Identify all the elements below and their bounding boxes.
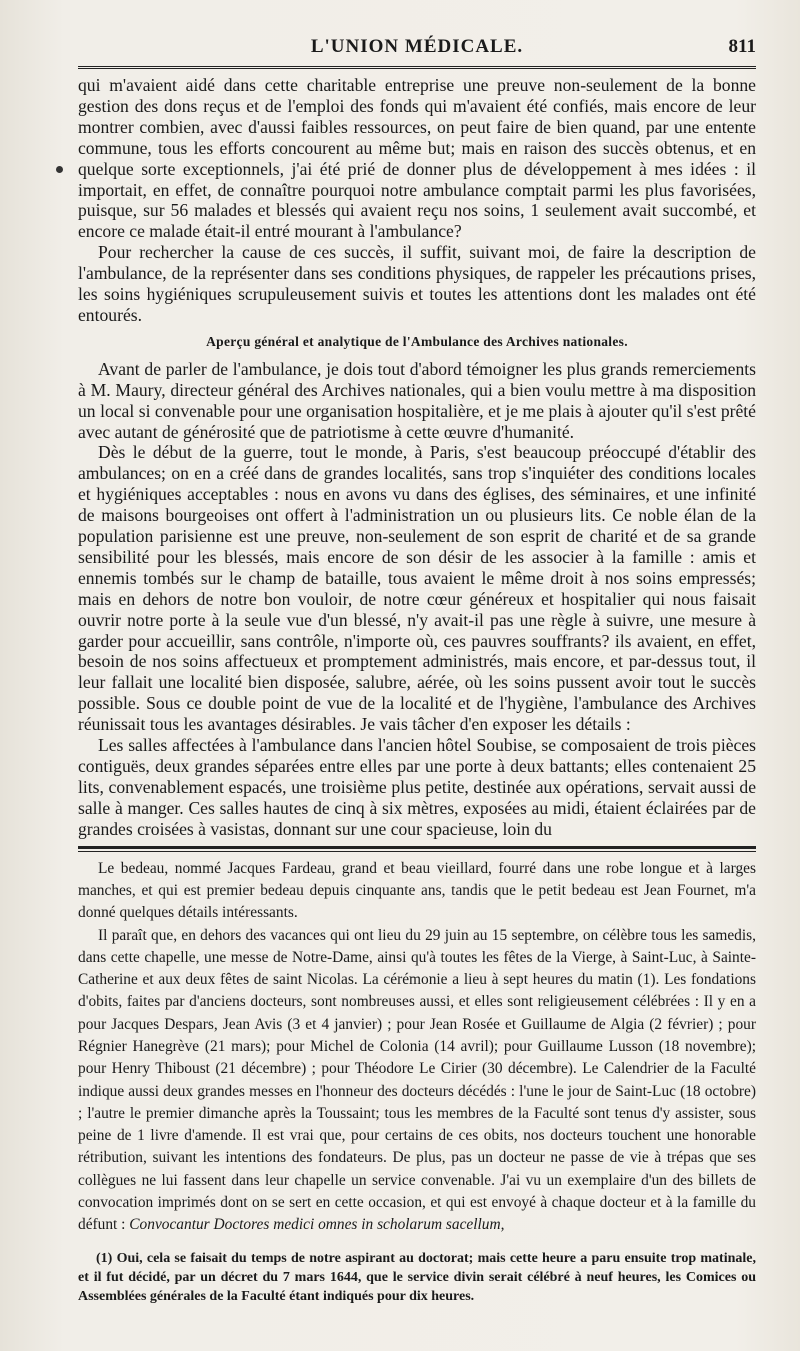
lower-feuilleton <box>78 858 756 1237</box>
lower-paragraph-2 <box>78 925 756 1237</box>
footnote <box>78 1249 756 1306</box>
journal-title: L'UNION MÉDICALE. <box>310 36 524 57</box>
upper-paragraph-5: Les salles affectées à l'ambulance dans l'ancien hôtel Soubise, se composaient de trois pièces contiguës, deux grandes séparées entre elles par une porte à deux battants; elles contenaient 25 lits, convenablement espacés, une troisième plus petite, destinée aux opérations, servait aussi de salle à manger. Ces salles hautes de cinq à six mètres, exposées au midi, étaient éclairées par de grandes croisées à vasistas, donnant sur une cour spacieuse, loin du <box>78 735 756 839</box>
section-heading: Aperçu général et analytique de l'Ambulance des Archives nationales. <box>206 333 628 349</box>
lower-paragraph-2-text: Il paraît que, en dehors des vacances qui ont lieu du 29 juin au 15 septembre, on célèbre tous les samedis, dans cette chapelle, une messe de Notre-Dame, ainsi qu'à toutes les fêtes de la Vierge, à Saint-Luc, à Sainte-Catherine et aux deux fêtes de saint Nicolas. La cérémonie a lieu à sept heures du matin (1). Les fondations d'obits, faites par d'anciens docteurs, sont nombreuses aussi, et elles sont religieusement célébrées : Il y en a pour Jacques Despars, Jean Avis (3 et 4 janvier) ; pour Jean Rosée et Guillaume de Algia (2 février) ; pour Régnier Hanegrève (21 mars); pour Michel de Colonia (14 avril); pour Guillaume Lusson (18 novembre); pour Henry Thiboust (21 décembre) ; pour Théodore Le Cirier (30 décembre). Le Calendrier de la Faculté indique aussi deux grandes messes en l'honneur des docteurs décédés : l'une le jour de Saint-Luc (18 octobre) ; l'autre le premier dimanche après la Toussaint; tous les membres de la Faculté sont tenus d'y assister, sous peine de 1 livre d'amende. Il est vrai que, pour certains de ces obits, nos docteurs touchent une honorable rétribution, suivant les intentions des fondateurs. De plus, pas un docteur ne passe de vie à trépas que ses collègues ne lui fassent dans leur chapelle un service convenable. J'ai vu un exemplaire d'un des billets de convocation imprimés dont on se sert en cette occasion, et qui est envoyé à chaque docteur et à la famille du défunt : <box>78 926 756 1234</box>
footnote-text: (1) Oui, cela se faisait du temps de notre aspirant au doctorat; mais cette heure a paru ensuite trop matinale, et il fut décidé, par un décret du 7 mars 1644, que le service divin serait célébré à neuf heures, les Comices ou Assemblées générales de la Faculté étant indiqués pour dix heures. <box>78 1250 756 1304</box>
header-rule <box>78 66 756 69</box>
page-header <box>78 30 756 62</box>
latin-convocation: Convocantur Doctores medici omnes in scholarum sacellum, <box>129 1216 505 1234</box>
lower-paragraph-1: Le bedeau, nommé Jacques Fardeau, grand et beau vieillard, fourré dans une robe longue et à larges manches, et qui est premier bedeau depuis cinquante ans, tandis que le petit bedeau est Jean Fournet, m'a donné quelques détails intéressants. <box>78 859 756 922</box>
page-number: 811 <box>728 36 756 57</box>
upper-article <box>78 75 756 840</box>
upper-paragraph-3: Avant de parler de l'ambulance, je dois tout d'abord témoigner les plus grands remerciements à M. Maury, directeur général des Archives nationales, qui a bien voulu mettre à ma disposition un local si convenable pour une organisation hospitalière, et je me plais à ajouter qu'il s'est prêté avec autant de générosité que de patriotisme à cette œuvre d'humanité. <box>78 358 756 442</box>
margin-dot-mark <box>56 166 63 173</box>
upper-paragraph-2: Pour rechercher la cause de ces succès, il suffit, suivant moi, de faire la description de l'ambulance, de la représenter dans ses conditions physiques, de rappeler les précautions prises, les soins hygiéniques scrupuleusement suivis et toutes les attentions dont les malades ont été entourés. <box>78 242 756 325</box>
feuilleton-separator <box>78 846 756 852</box>
upper-paragraph-1: qui m'avaient aidé dans cette charitable entreprise une preuve non-seulement de la bonne gestion des dons reçus et de l'emploi des fonds qui m'avaient été confiés, mais encore de leur montrer combien, avec d'aussi faibles ressources, on peut faire de bien quand, par une entente commune, tous les efforts concourent au même but; mais en raison des succès obtenus, et en quelque sorte exceptionnels, j'ai été prié de donner plus de développement à mes idées : il importait, en effet, de connaître pourquoi notre ambulance comptait parmi les plus favorisées, puisque, sur 56 malades et blessés qui avaient reçu nos soins, 1 seulement avait succombé, et encore ce malade était-il entré mourant à l'ambulance? <box>78 75 756 242</box>
upper-paragraph-4: Dès le début de la guerre, tout le monde, à Paris, s'est beaucoup préoccupé d'établir des ambulances; on en a créé dans de grandes localités, sans trop s'inquiéter des conditions locales et hygiéniques acceptables : nous en avons vu dans des églises, des séminaires, et une infinité de maisons bourgeoises ont offert à l'administration un ou plusieurs lits. Ce noble élan de la population parisienne est une preuve, non-seulement de son esprit de charité et de sa grande sensibilité pour les blessés, mais encore de son désir de les associer à la famille : amis et ennemis tombés sur le champ de bataille, tous avaient le même droit à nos soins empressés; mais en dehors de notre bon vouloir, de notre cœur généreux et hospitalier qui nous faisait ouvrir notre porte à la seule vue d'un blessé, n'y avait-il pas une règle à suivre, une mesure à garder pour accueillir, sans contrôle, n'importe où, ces pauvres souffrants? ils avaient, en effet, besoin de nos soins affectueux et promptement administrés, mais encore, et par-dessus tout, il leur fallait une localité bien disposée, salubre, aérée, où les soins pussent avoir tout le succès possible. Sous ce double point de vue de la localité et de l'hygiène, l'ambulance des Archives réunissait tous les avantages désirables. Je vais tâcher d'en exposer les détails : <box>78 442 756 735</box>
